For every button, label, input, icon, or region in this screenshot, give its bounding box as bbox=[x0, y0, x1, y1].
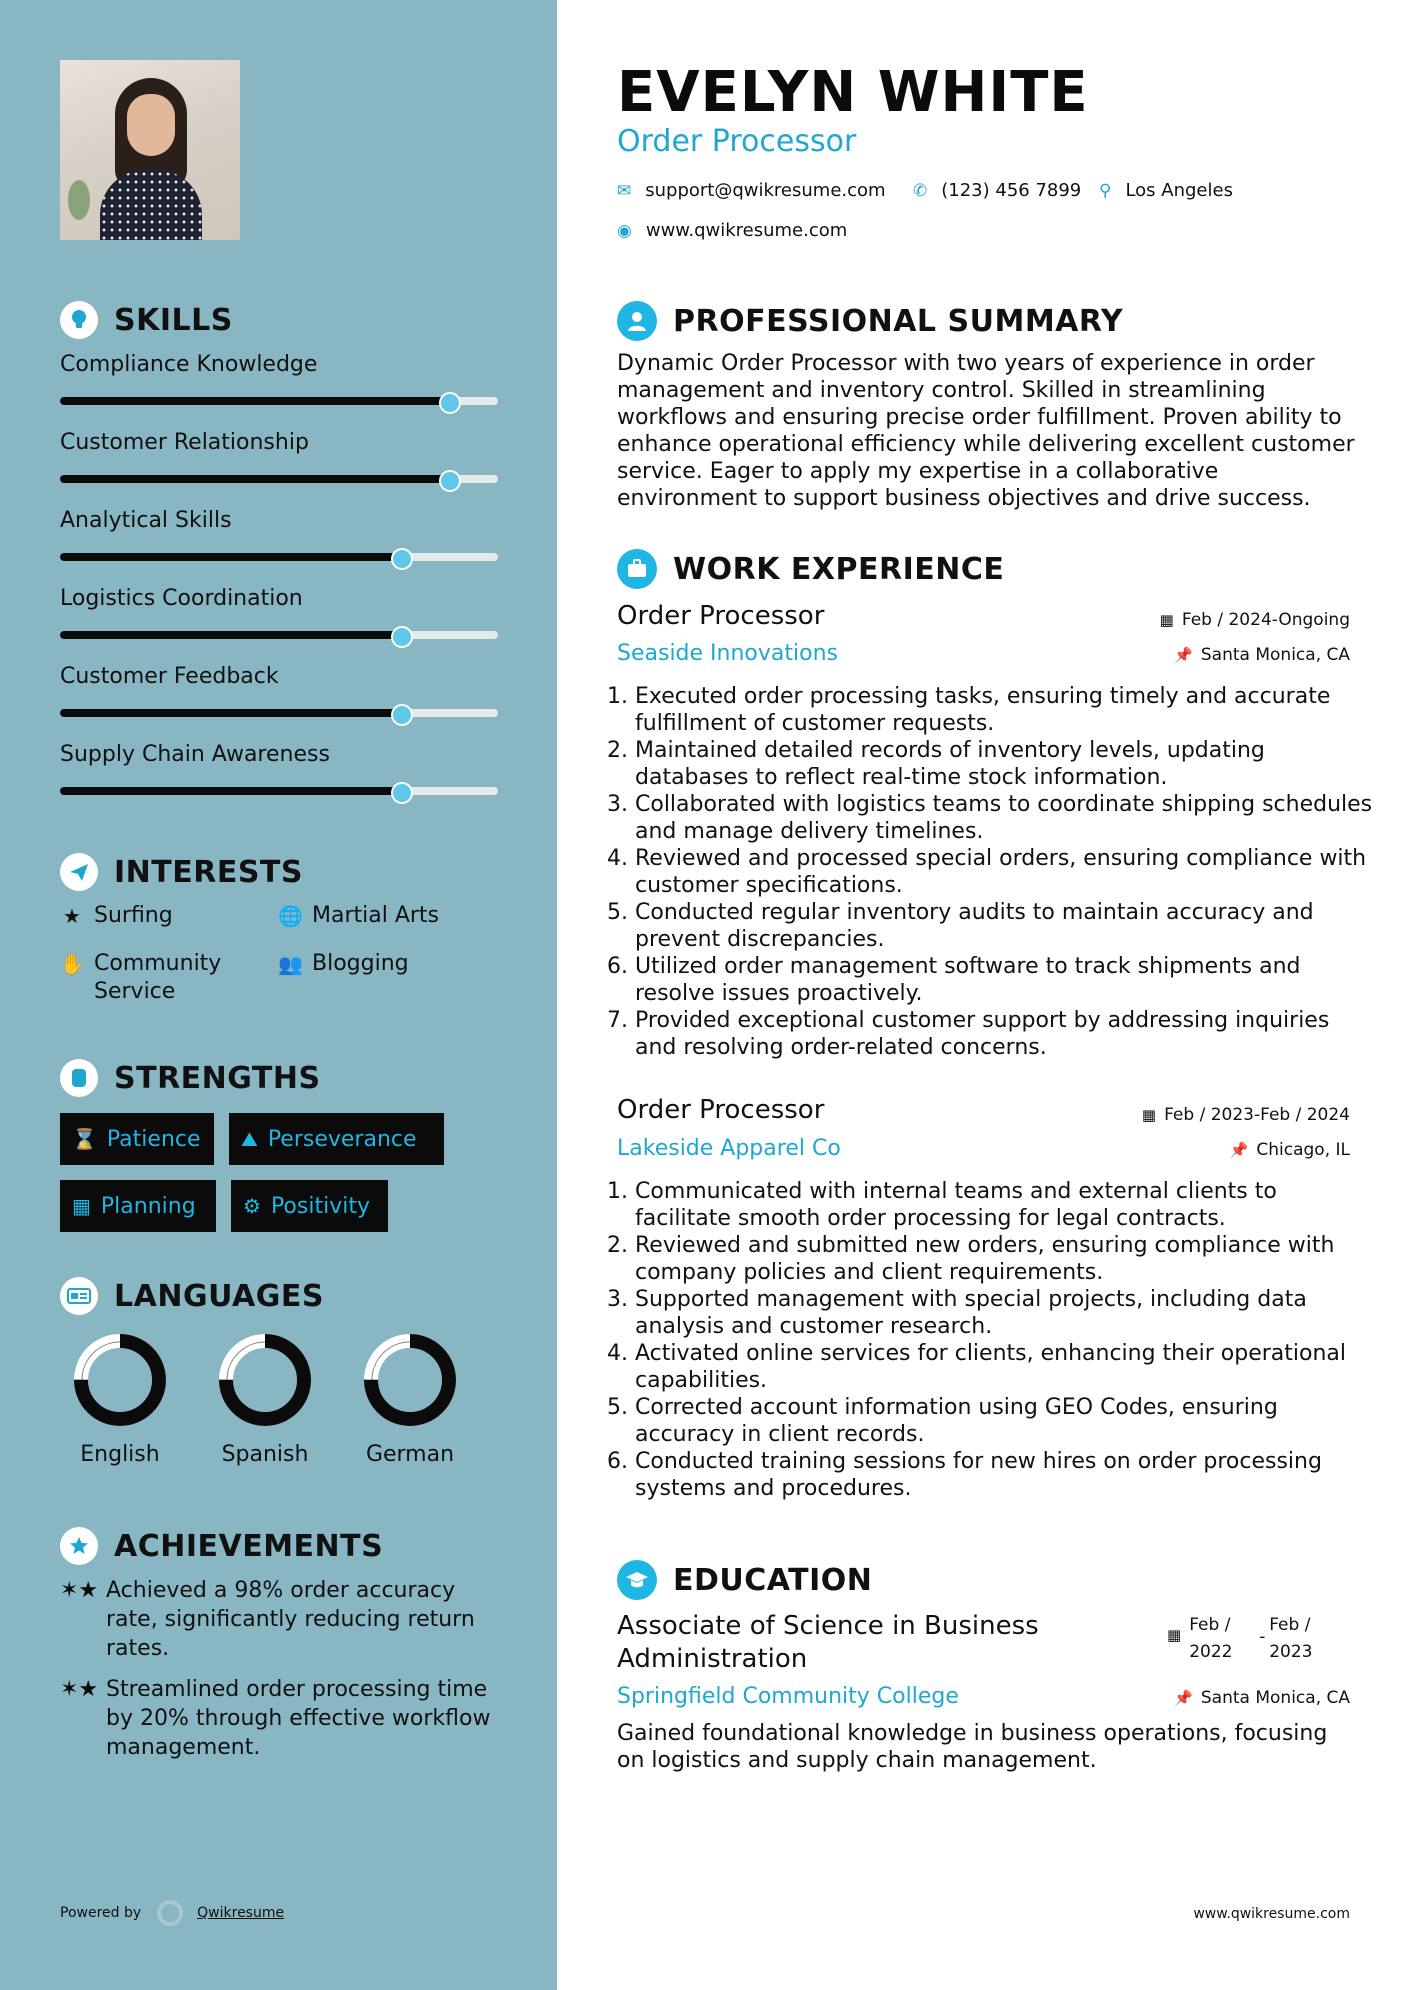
interest-item bbox=[278, 902, 472, 930]
achievement-text: Achieved a 98% order accuracy rate, significantly reducing return rates. bbox=[106, 1578, 475, 1661]
education-description: Gained foundational knowledge in business operations, focusing on logistics and supply chain management. bbox=[617, 1721, 1328, 1773]
website-text: www.qwikresume.com bbox=[645, 220, 848, 241]
skill-item bbox=[60, 430, 498, 483]
contact-email[interactable] bbox=[617, 180, 886, 201]
language-ring bbox=[362, 1332, 458, 1428]
hourglass-icon: ⌛ bbox=[72, 1127, 97, 1151]
skill-name: Compliance Knowledge bbox=[60, 352, 318, 377]
achievement-text: Streamlined order processing time by 20% through effective workflow management. bbox=[106, 1677, 491, 1760]
skill-bar bbox=[60, 631, 498, 639]
user-icon bbox=[617, 301, 657, 341]
location-text: Los Angeles bbox=[1125, 180, 1233, 201]
briefcase-icon bbox=[617, 549, 657, 589]
star-badge-icon bbox=[60, 1527, 98, 1565]
fist-icon bbox=[60, 1059, 98, 1097]
summary-heading bbox=[617, 301, 1123, 341]
job-location-text: Santa Monica, CA bbox=[1200, 645, 1350, 665]
lightbulb-icon bbox=[60, 301, 98, 339]
interest-label: Blogging bbox=[312, 951, 409, 976]
pushpin-icon: 📌 bbox=[1174, 646, 1193, 664]
envelope-icon: ✉ bbox=[617, 180, 632, 201]
achievements-title: ACHIEVEMENTS bbox=[114, 1528, 384, 1564]
skill-item bbox=[60, 508, 498, 561]
skill-name: Customer Feedback bbox=[60, 664, 279, 689]
qwikresume-logo-icon bbox=[157, 1900, 183, 1926]
language-name: German bbox=[365, 1442, 455, 1467]
summary-title: PROFESSIONAL SUMMARY bbox=[673, 303, 1124, 339]
duty-item: 1. Communicated with internal teams and external clients to facilitate smooth order processing for legal contracts. bbox=[635, 1178, 1375, 1232]
sidebar bbox=[0, 0, 557, 1990]
education-title: EDUCATION bbox=[673, 1562, 873, 1598]
pushpin-icon: 📌 bbox=[1229, 1141, 1249, 1159]
language-item bbox=[340, 1332, 480, 1467]
skill-name: Analytical Skills bbox=[60, 508, 232, 533]
map-pin-icon: ⚲ bbox=[1099, 180, 1112, 201]
trophy-star-icon: ✶★ bbox=[60, 1677, 99, 1702]
calendar-icon: ▦ bbox=[72, 1194, 91, 1218]
education-date-separator: - bbox=[1259, 1627, 1266, 1647]
job-dates bbox=[1142, 1105, 1350, 1125]
users-icon: 👥 bbox=[278, 952, 303, 976]
language-item bbox=[50, 1332, 190, 1467]
skill-name: Logistics Coordination bbox=[60, 586, 303, 611]
job-dates-text: Feb / 2023-Feb / 2024 bbox=[1164, 1105, 1350, 1125]
skill-bar bbox=[60, 787, 498, 795]
contact-location bbox=[1099, 180, 1233, 201]
contact-phone[interactable] bbox=[913, 180, 1081, 201]
graduation-cap-icon bbox=[617, 1560, 657, 1600]
job-company: Seaside Innovations bbox=[617, 641, 838, 666]
powered-by bbox=[60, 1900, 284, 1926]
footer-url[interactable]: www.qwikresume.com bbox=[1193, 1906, 1350, 1922]
interest-item bbox=[278, 950, 472, 978]
main-content bbox=[557, 0, 1407, 1990]
skill-bar bbox=[60, 397, 498, 405]
education-dates bbox=[1167, 1612, 1339, 1666]
interests-title: INTERESTS bbox=[114, 854, 303, 890]
job-location bbox=[1174, 645, 1350, 665]
job-title: Order Processor bbox=[617, 601, 825, 631]
paper-plane-icon bbox=[60, 853, 98, 891]
language-name: Spanish bbox=[221, 1442, 309, 1467]
duty-item: 4. Activated online services for clients, enhancing their operational capabilities. bbox=[635, 1340, 1375, 1394]
skill-bar bbox=[60, 709, 498, 717]
duty-item: 4. Reviewed and processed special orders, ensuring compliance with customer specifications. bbox=[635, 845, 1375, 899]
binoculars-icon: ⛰ bbox=[241, 1127, 258, 1151]
duty-item: 6. Conducted training sessions for new hires on order processing systems and procedures. bbox=[635, 1448, 1375, 1502]
education-location-text: Santa Monica, CA bbox=[1200, 1688, 1350, 1708]
education-end: Feb / 2023 bbox=[1269, 1615, 1313, 1662]
skill-bar bbox=[60, 475, 498, 483]
candidate-name: EVELYN WHITE bbox=[617, 60, 1089, 125]
duty-item: 6. Utilized order management software to track shipments and resolve issues proactively. bbox=[635, 953, 1375, 1007]
star-icon: ★ bbox=[63, 904, 81, 928]
skills-title: SKILLS bbox=[114, 302, 233, 338]
strength-badge bbox=[229, 1113, 444, 1165]
job-location-text: Chicago, IL bbox=[1256, 1140, 1350, 1160]
language-name: English bbox=[80, 1442, 160, 1467]
job-duties bbox=[617, 683, 1375, 1061]
interest-label: Surfing bbox=[94, 903, 173, 928]
globe-icon: 🌐 bbox=[278, 904, 303, 928]
language-item bbox=[195, 1332, 335, 1467]
strength-label: Positivity bbox=[270, 1193, 370, 1219]
languages-heading bbox=[60, 1277, 324, 1315]
duty-item: 7. Provided exceptional customer support by addressing inquiries and resolving order-related concerns. bbox=[635, 1007, 1375, 1061]
achievement-item bbox=[60, 1576, 500, 1663]
interest-label: Martial Arts bbox=[312, 903, 440, 928]
skills-heading bbox=[60, 301, 233, 339]
job-dates bbox=[1160, 610, 1350, 630]
skill-item bbox=[60, 742, 498, 795]
languages-title: LANGUAGES bbox=[114, 1278, 324, 1314]
language-card-icon bbox=[60, 1277, 98, 1315]
summary-text: Dynamic Order Processor with two years of experience in order management and inventory control. Skilled in streamlining workflows and ensuring precise order fulfillment. Proven ability to enhance operational efficiency while delivering excellent customer service. Eager to apply my expertise in a collaborative environment to support business objectives and drive success. bbox=[617, 351, 1355, 511]
strength-badge bbox=[231, 1180, 388, 1232]
strength-badge bbox=[60, 1113, 214, 1165]
email-text: support@qwikresume.com bbox=[645, 180, 886, 201]
duty-item: 3. Collaborated with logistics teams to coordinate shipping schedules and manage delivery timelines. bbox=[635, 791, 1375, 845]
experience-title: WORK EXPERIENCE bbox=[673, 551, 1005, 587]
interest-item bbox=[60, 950, 254, 1006]
language-ring bbox=[72, 1332, 168, 1428]
job-company: Lakeside Apparel Co bbox=[617, 1136, 841, 1161]
pushpin-icon: 📌 bbox=[1174, 1689, 1193, 1707]
gear-icon: ⚙ bbox=[243, 1194, 261, 1218]
skill-bar bbox=[60, 553, 498, 561]
duty-item: 5. Conducted regular inventory audits to maintain accuracy and prevent discrepancies. bbox=[635, 899, 1375, 953]
contact-website[interactable] bbox=[617, 220, 847, 241]
duty-item: 3. Supported management with special projects, including data analysis and customer research. bbox=[635, 1286, 1375, 1340]
job-title: Order Processor bbox=[617, 1095, 825, 1125]
strength-badge bbox=[60, 1180, 216, 1232]
experience-heading bbox=[617, 549, 1004, 589]
job-duties bbox=[617, 1178, 1375, 1502]
achievements-heading bbox=[60, 1527, 383, 1565]
achievement-item bbox=[60, 1675, 500, 1762]
phone-icon: ✆ bbox=[913, 180, 928, 201]
hand-icon: ✋ bbox=[60, 952, 85, 976]
school-name: Springfield Community College bbox=[617, 1684, 959, 1709]
strengths-heading bbox=[60, 1059, 321, 1097]
skill-item bbox=[60, 586, 498, 639]
powered-by-label: Powered by bbox=[60, 1905, 142, 1921]
duty-item: 5. Corrected account information using GEO Codes, ensuring accuracy in client records. bbox=[635, 1394, 1375, 1448]
calendar-icon: ▦ bbox=[1141, 1106, 1157, 1124]
trophy-star-icon: ✶★ bbox=[60, 1578, 99, 1603]
skill-item bbox=[60, 664, 498, 717]
qwikresume-link[interactable]: Qwikresume bbox=[197, 1905, 285, 1921]
skill-item bbox=[60, 352, 498, 405]
skill-name: Customer Relationship bbox=[60, 430, 309, 455]
duty-item: 2. Reviewed and submitted new orders, ensuring compliance with company policies and client requirements. bbox=[635, 1232, 1375, 1286]
phone-text: (123) 456 7899 bbox=[941, 180, 1082, 201]
strengths-title: STRENGTHS bbox=[114, 1060, 321, 1096]
job-location bbox=[1230, 1140, 1350, 1160]
profile-photo bbox=[60, 60, 240, 240]
interest-label: Community Service bbox=[94, 951, 222, 1004]
globe-icon: ◉ bbox=[617, 220, 632, 241]
interest-item bbox=[60, 902, 254, 930]
strength-label: Patience bbox=[106, 1126, 201, 1152]
education-start: Feb / 2022 bbox=[1189, 1615, 1233, 1662]
education-heading bbox=[617, 1560, 872, 1600]
degree-title: Associate of Science in Business Administration bbox=[617, 1611, 1039, 1674]
calendar-icon: ▦ bbox=[1167, 1626, 1182, 1644]
education-location bbox=[1174, 1688, 1350, 1708]
interests-heading bbox=[60, 853, 303, 891]
language-ring bbox=[217, 1332, 313, 1428]
skill-name: Supply Chain Awareness bbox=[60, 742, 330, 767]
calendar-icon: ▦ bbox=[1159, 611, 1174, 629]
job-dates-text: Feb / 2024-Ongoing bbox=[1181, 610, 1350, 630]
strength-label: Perseverance bbox=[267, 1126, 417, 1152]
duty-item: 2. Maintained detailed records of inventory levels, updating databases to reflect real-time stock information. bbox=[635, 737, 1375, 791]
duty-item: 1. Executed order processing tasks, ensuring timely and accurate fulfillment of customer requests. bbox=[635, 683, 1375, 737]
candidate-role: Order Processor bbox=[617, 124, 857, 159]
strength-label: Planning bbox=[100, 1193, 196, 1219]
